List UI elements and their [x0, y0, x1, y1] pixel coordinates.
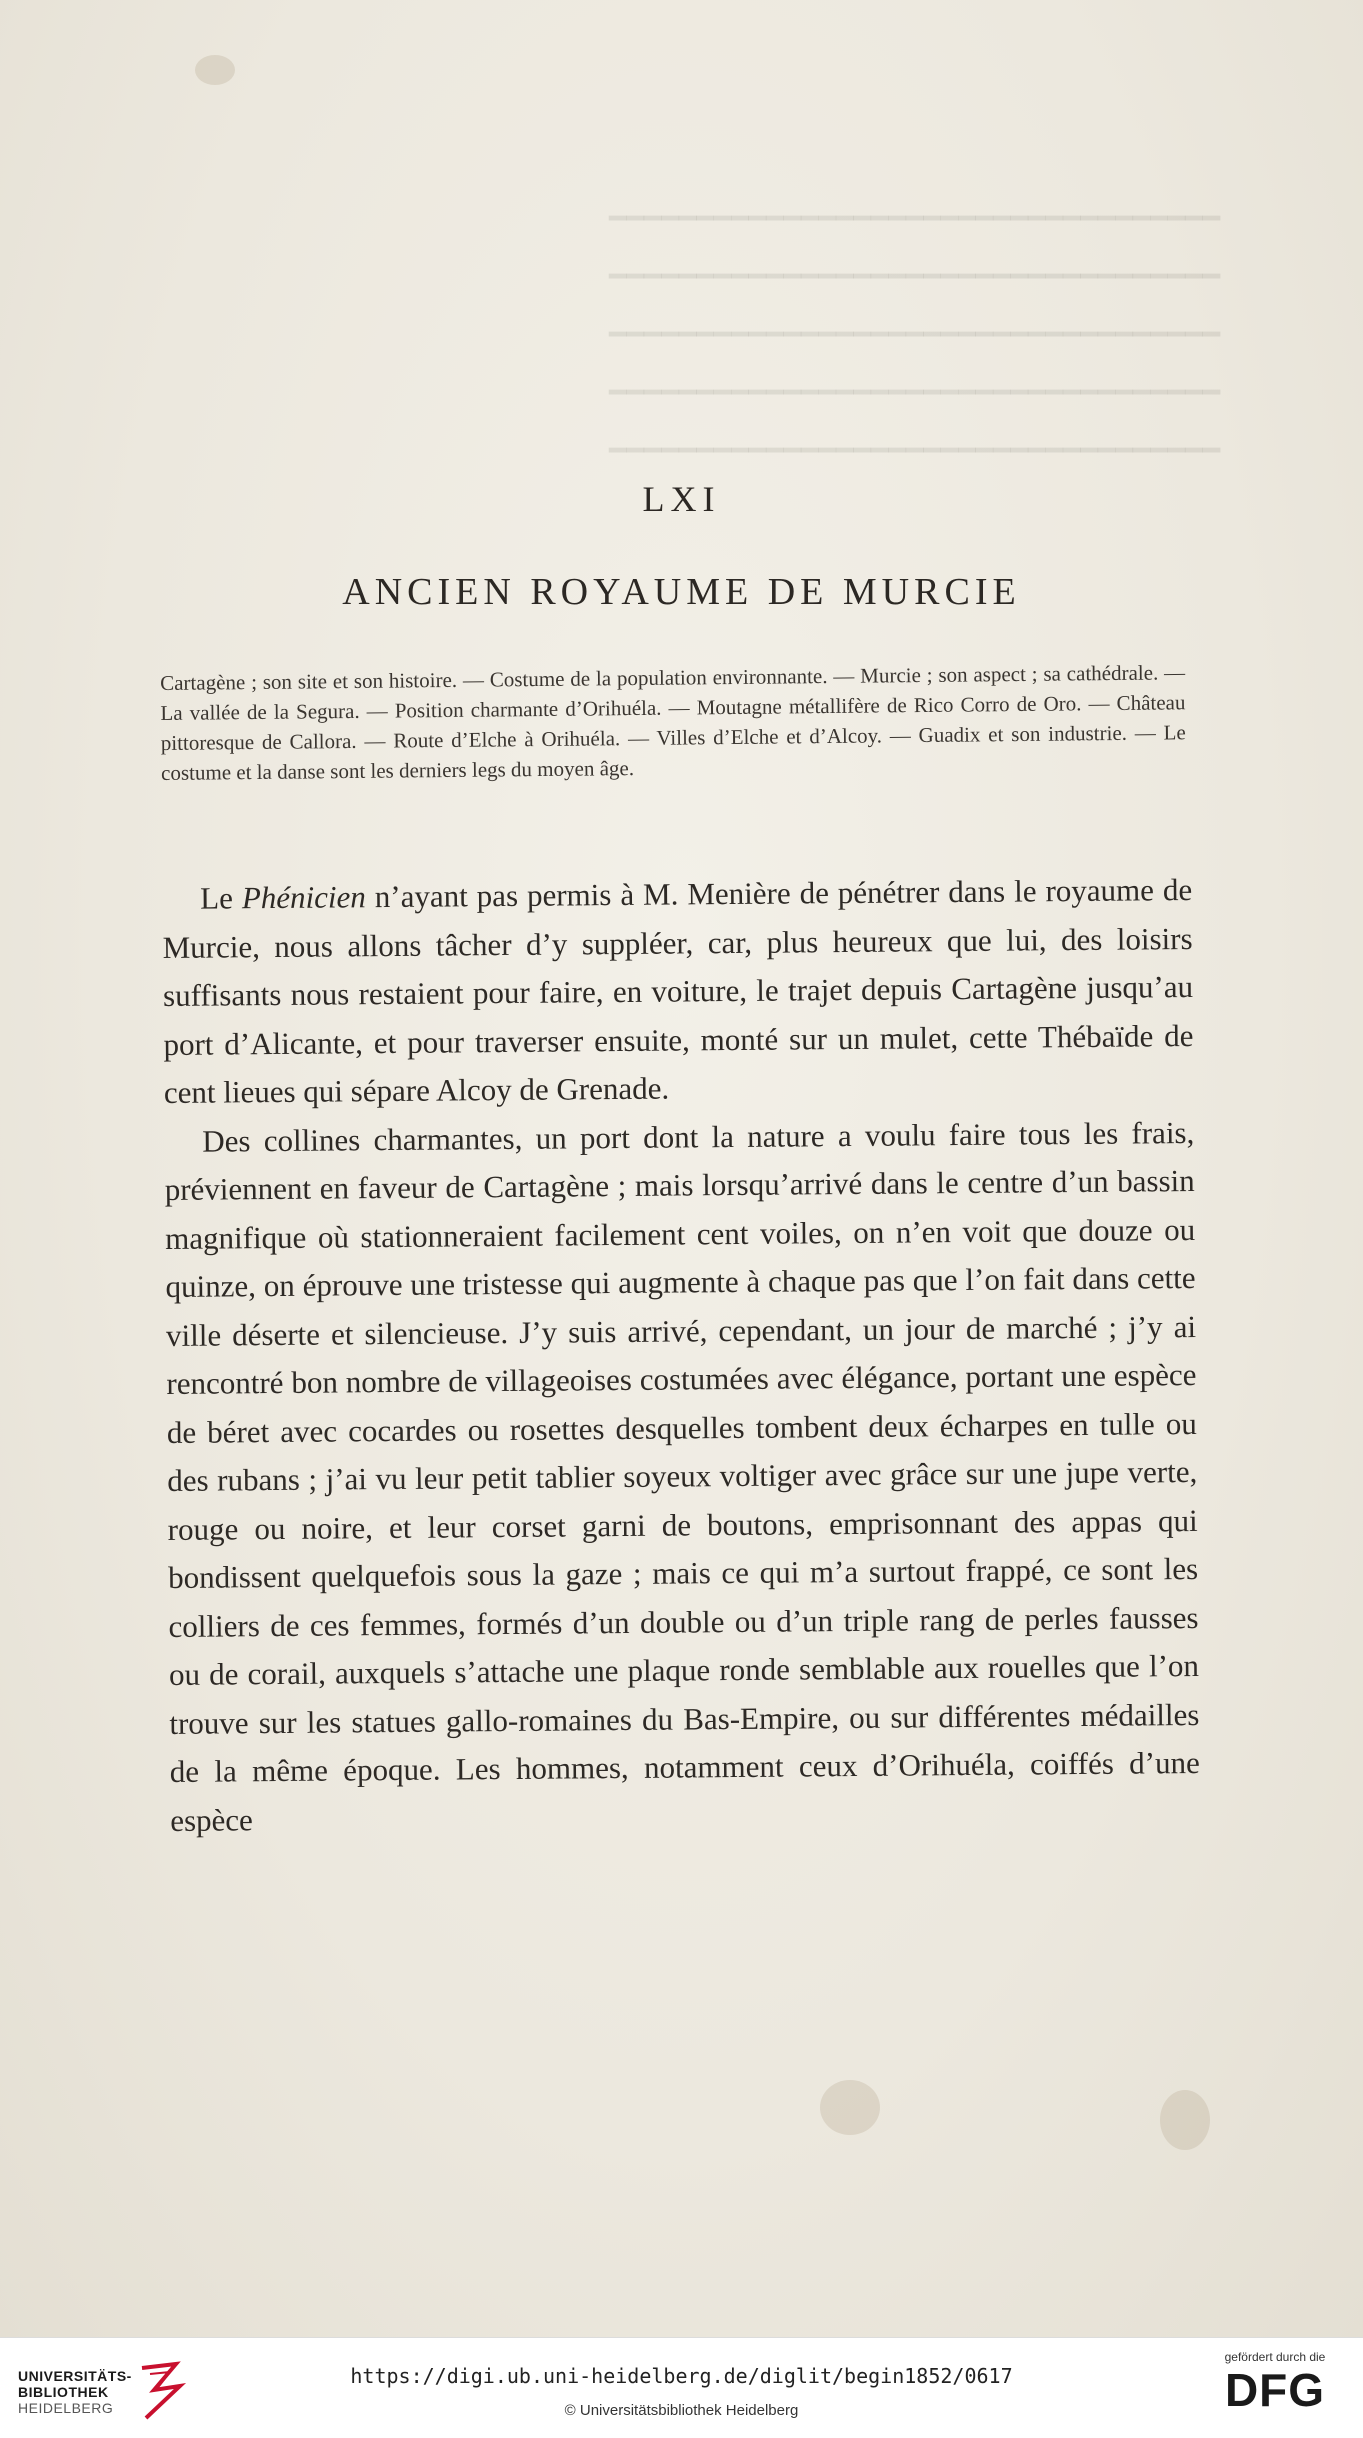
- logo-line: HEIDELBERG: [18, 2400, 114, 2416]
- chapter-title: ANCIEN ROYAUME DE MURCIE: [342, 571, 1021, 613]
- paragraph-text: n’ayant pas permis à M. Menière de pénétrer dans le royaume de Murcie, nous allons tâcher d’y suppléer, car, plus heureux que lui, des loisirs suffisants nous restaient pour faire, en voiture, le trajet depuis Cartagène jusqu’au port d’Alicante, et pour traverser ensuite, monté sur un mulet, cette Thébaïde de cent lieues qui sépare Alcoy de Grenade.: [162, 872, 1194, 1110]
- dfg-logo[interactable]: [1205, 2350, 1345, 2416]
- italic-word: Phénicien: [241, 879, 366, 916]
- paper-stain: [820, 2080, 880, 2135]
- dfg-wordmark: DFG: [1224, 2364, 1326, 2416]
- logo-line: UNIVERSITÄTS-: [18, 2368, 132, 2384]
- bleed-through-texture: ━━━━━━━━━━━━━━━━━━━━━━━━━━━━━━━━━━━ ━━━━━━━━━━━━━━━━━━━━━━━━━━━━━━━━━━━ ━━━━━━━━━━━━━━━━━━━━━━━━━━━━━━━━━━━ ━━━━━━━━━━━━━━━━━━━━━━━━━━━━━━━━━━━ ━━━━━━━━━━━━━━━━━━━━━━━━━━━━━━━━━━━: [608, 203, 1220, 467]
- permalink-url[interactable]: https://digi.ub.uni-heidelberg.de/diglit/begin1852/0617: [350, 2364, 1013, 2388]
- chapter-summary: Cartagène ; son site et son histoire. — Costume de la population environnante. — Murcie ; son aspect ; sa cathédrale. — La vallée de la Segura. — Position charmante d’Orihuéla. — Moutagne métallifère de Rico Corro de Oro. — Château pittoresque de Callora. — Route d’Elche à Orihuéla. — Villes d’Elche et d’Alcoy. — Guadix et son industrie. — Le costume et la danse sont les derniers legs du moyen âge.: [160, 660, 1186, 785]
- chapter-number: LXI: [642, 479, 721, 519]
- body-text: [162, 866, 1200, 1845]
- logo-line: BIBLIOTHEK: [18, 2384, 109, 2400]
- copyright-notice: © Universitätsbibliothek Heidelberg: [564, 2402, 799, 2419]
- paragraph: Des collines charmantes, un port dont la nature a voulu faire tous les frais, préviennent en faveur de Cartagène ; mais lorsqu’arrivé dans le centre d’un bassin magnifique où stationneraient facilement cent voiles, on n’en voit que douze ou quinze, on éprouve une tristesse qui augmente à chaque pas que l’on fait dans cette ville déserte et silencieuse. J’y suis arrivé, cependant, un jour de marché ; j’y ai rencontré bon nombre de villageoises costumées avec élégance, portant une espèce de béret avec cocardes ou rosettes desquelles tombent deux écharpes en tulle ou des rubans ; j’ai vu leur petit tablier soyeux voltiger avec grâce sur une jupe verte, rouge ou noire, et leur corset garni de boutons, emprisonnant des appas qui bondissent quelquefois sous la gaze ; mais ce qui m’a surtout frappé, ce sont les colliers de ces femmes, formés d’un double ou d’un triple rang de perles fausses ou de corail, auxquels s’attache une plaque ronde semblable aux rouelles que l’on trouve sur les statues gallo-romaines du Bas-Empire, ou sur différentes médailles de la même époque. Les hommes, notamment ceux d’Orihuéla, coiffés d’une espèce: [164, 1114, 1200, 1838]
- paragraph: [162, 866, 1194, 1117]
- paper-stain: [195, 55, 235, 85]
- paragraph-text: Le: [200, 880, 243, 916]
- footer-bar: [0, 2337, 1363, 2438]
- paper-stain: [1160, 2090, 1210, 2150]
- dfg-caption: gefördert durch die: [1224, 2350, 1326, 2364]
